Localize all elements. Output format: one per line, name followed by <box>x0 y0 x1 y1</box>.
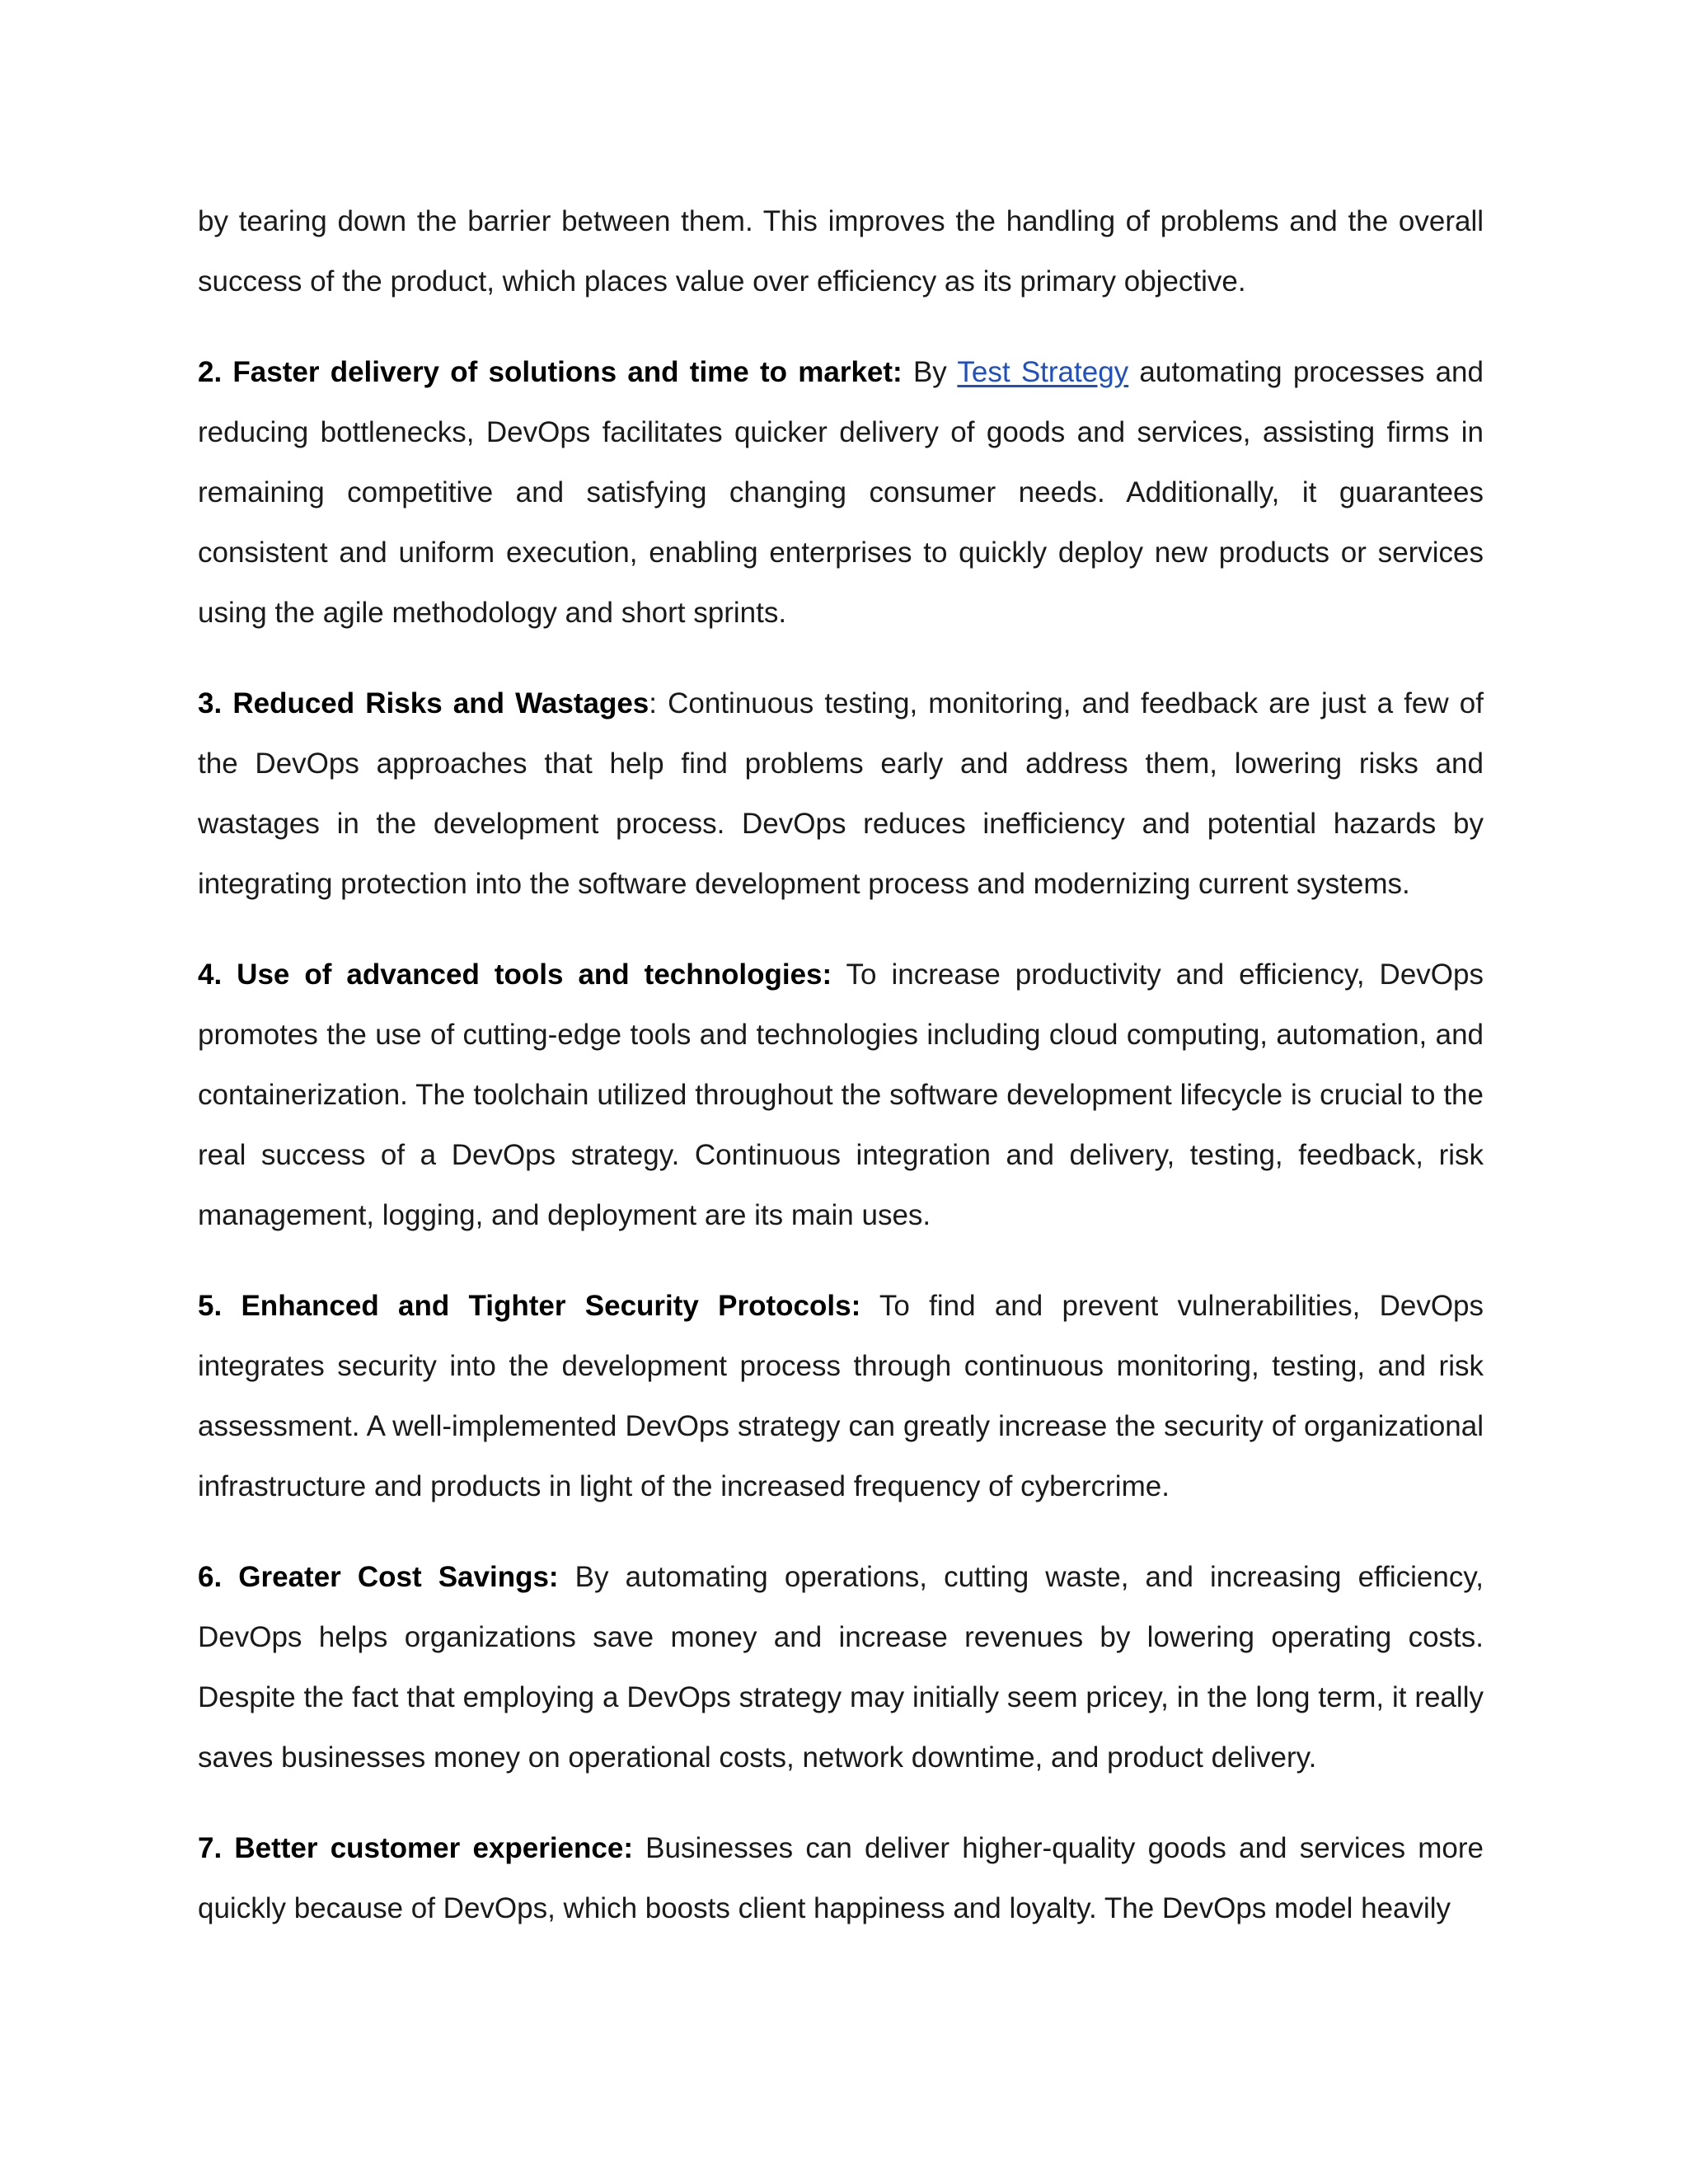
paragraph-text: By automating operations, cutting waste, and increasing efficiency, DevOps helps organizations save money and increase revenues by lowering operating costs. Despite the fact that employing a DevOps strategy may initially seem pricey, in the long term, it really saves businesses money on operational costs, network downtime, and product delivery. <box>198 1561 1484 1774</box>
paragraph-heading: 4. Use of advanced tools and technologies: <box>198 958 832 991</box>
paragraph-customer-experience <box>198 1818 1484 1938</box>
test-strategy-link[interactable]: Test Strategy <box>957 356 1129 388</box>
paragraph-text-pre-link: By <box>902 356 958 388</box>
paragraph-faster-delivery <box>198 342 1484 643</box>
paragraph-heading: 7. Better customer experience: <box>198 1832 633 1864</box>
paragraph-advanced-tools <box>198 944 1484 1245</box>
paragraph-heading: 3. Reduced Risks and Wastages <box>198 687 649 719</box>
paragraph-heading: 2. Faster delivery of solutions and time to market: <box>198 356 903 388</box>
paragraph-cost-savings <box>198 1547 1484 1788</box>
document-body <box>198 191 1484 1969</box>
paragraph-text: To increase productivity and efficiency, DevOps promotes the use of cutting-edge tools and technologies including cloud computing, automation, and containerization. The toolchain utilized throughout the software development lifecycle is crucial to the real success of a DevOps strategy. Continuous integration and delivery, testing, feedback, risk management, logging, and deployment are its main uses. <box>198 958 1484 1231</box>
paragraph-text: Businesses can deliver higher-quality goods and services more quickly because of DevOps, which boosts client happiness and loyalty. The DevOps model heavily <box>198 1832 1484 1924</box>
intro-text: by tearing down the barrier between them. This improves the handling of problems and the overall success of the product, which places value over efficiency as its primary objective. <box>198 205 1484 298</box>
paragraph-reduced-risks <box>198 673 1484 914</box>
paragraph-text: automating processes and reducing bottlenecks, DevOps facilitates quicker delivery of goods and services, assisting firms in remaining competitive and satisfying changing consumer needs. Additionally, it guarantees consistent and uniform execution, enabling enterprises to quickly deploy new products or services using the agile methodology and short sprints. <box>198 356 1484 629</box>
paragraph-text: To find and prevent vulnerabilities, DevOps integrates security into the development process through continuous monitoring, testing, and risk assessment. A well-implemented DevOps strategy can greatly increase the security of organizational infrastructure and products in light of the increased frequency of cybercrime. <box>198 1290 1484 1502</box>
paragraph-security-protocols <box>198 1276 1484 1516</box>
paragraph-heading: 5. Enhanced and Tighter Security Protocols: <box>198 1290 861 1322</box>
paragraph-text: : Continuous testing, monitoring, and feedback are just a few of the DevOps approaches that help find problems early and address them, lowering risks and wastages in the development process. DevOps reduces inefficiency and potential hazards by integrating protection into the software development process and modernizing current systems. <box>198 687 1484 900</box>
intro-paragraph <box>198 191 1484 312</box>
paragraph-heading: 6. Greater Cost Savings: <box>198 1561 559 1593</box>
